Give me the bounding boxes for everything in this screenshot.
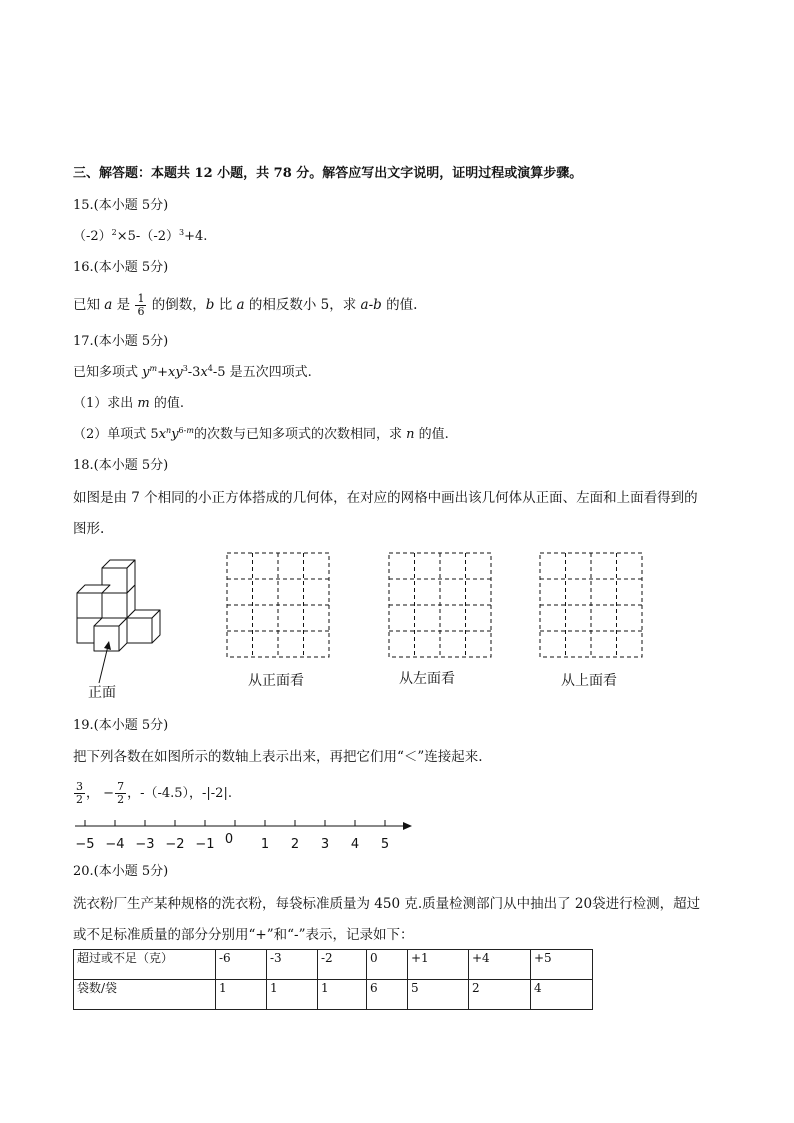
axis-tick-label: 3: [320, 837, 330, 852]
fraction-three-halves: $\frac{3}{2}$: [76, 780, 83, 806]
q17-stem: 已知多项式 $y^m+xy^3-3x^4-5$ 是五次四项式.: [73, 364, 312, 380]
record-table: [73, 949, 593, 1010]
axis-tick-label: −2: [165, 837, 185, 852]
table-cell: +4: [469, 950, 531, 980]
q20-stem-line2: 或不足标准质量的部分分别用“+”和“-”表示，记录如下：: [73, 927, 414, 943]
q17-sub1: （1）求出 m 的值.: [73, 396, 184, 411]
table-cell: 5: [408, 980, 469, 1010]
table-cell: 袋数/袋: [74, 980, 216, 1010]
table-cell: +1: [408, 950, 469, 980]
q17-label: 17.(本小题 5分): [73, 334, 169, 349]
table-cell: 超过或不足（克）: [74, 950, 216, 980]
q17-sub2: （2）单项式 $5x^ny^{6-m}$的次数与已知多项式的次数相同，求 n 的值.: [73, 426, 449, 442]
axis-tick-label: −5: [75, 837, 95, 852]
table-cell: -3: [267, 950, 318, 980]
q18-stem-line2: 图形.: [73, 521, 105, 537]
table-row: [74, 980, 593, 1010]
number-line-arrow-icon: [403, 822, 412, 830]
q16-stem: 已知 a 是 $\frac{1}{6}$ 的倒数，b 比 a 的相反数小 5，求 a-b 的值.: [73, 292, 418, 318]
fraction-one-sixth: $\frac{1}{6}$: [137, 292, 145, 318]
table-cell: 6: [367, 980, 408, 1010]
cube-figure: [70, 558, 175, 660]
front-arrow-icon: [90, 640, 120, 685]
axis-tick-label: 4: [350, 837, 360, 852]
axis-tick-label: −1: [195, 837, 215, 852]
table-cell: 1: [267, 980, 318, 1010]
table-cell: -2: [318, 950, 367, 980]
axis-tick-label: −4: [105, 837, 125, 852]
q20-label: 20.(本小题 5分): [73, 864, 169, 879]
front-label: 正面: [88, 685, 116, 701]
q19-numbers: $\frac{3}{2}$ ， − $\frac{7}{2}$ ，-（-4.5），-|-2|.: [76, 780, 232, 806]
q20-stem-line1: 洗衣粉厂生产某种规格的洗衣粉，每袋标准质量为 450 克.质量检测部门从中抽出了 20袋进行检测，超过: [73, 896, 701, 912]
q19-stem: 把下列各数在如图所示的数轴上表示出来，再把它们用“＜”连接起来.: [73, 749, 483, 765]
q15-label: 15.(本小题 5分): [73, 198, 169, 213]
table-cell: 1: [318, 980, 367, 1010]
caption-front-view: 从正面看: [248, 673, 304, 689]
axis-tick-label: 1: [260, 837, 270, 852]
fraction-seven-halves: $\frac{7}{2}$: [117, 780, 125, 806]
table-cell: 0: [367, 950, 408, 980]
axis-tick-label: −3: [135, 837, 155, 852]
q18-stem-line1: 如图是由 7 个相同的小正方体搭成的几何体，在对应的网格中画出该几何体从正面、左面和上面看得到的: [73, 490, 698, 506]
axis-tick-label: 5: [380, 837, 390, 852]
q19-label: 19.(本小题 5分): [73, 718, 169, 733]
table-row: [74, 950, 593, 980]
axis-tick-label: 2: [290, 837, 300, 852]
table-cell: +5: [531, 950, 593, 980]
caption-top-view: 从上面看: [561, 673, 617, 689]
number-line: [70, 812, 415, 854]
q18-label: 18.(本小题 5分): [73, 458, 169, 473]
left-view-grid: [388, 552, 492, 658]
table-cell: 2: [469, 980, 531, 1010]
q16-label: 16.(本小题 5分): [73, 260, 169, 275]
section-heading: 三、解答题：本题共 12 小题，共 78 分。解答应写出文字说明，证明过程或演算步骤。: [73, 166, 583, 181]
table-cell: 1: [216, 980, 267, 1010]
top-view-grid: [539, 552, 643, 658]
caption-left-view: 从左面看: [399, 671, 455, 687]
table-cell: -6: [216, 950, 267, 980]
table-cell: 4: [531, 980, 593, 1010]
front-view-grid: [226, 552, 330, 658]
axis-tick-label: 0: [224, 832, 234, 847]
q15-expression: $(-2)^2\times 5-(-2)^3+4$.: [73, 228, 208, 244]
